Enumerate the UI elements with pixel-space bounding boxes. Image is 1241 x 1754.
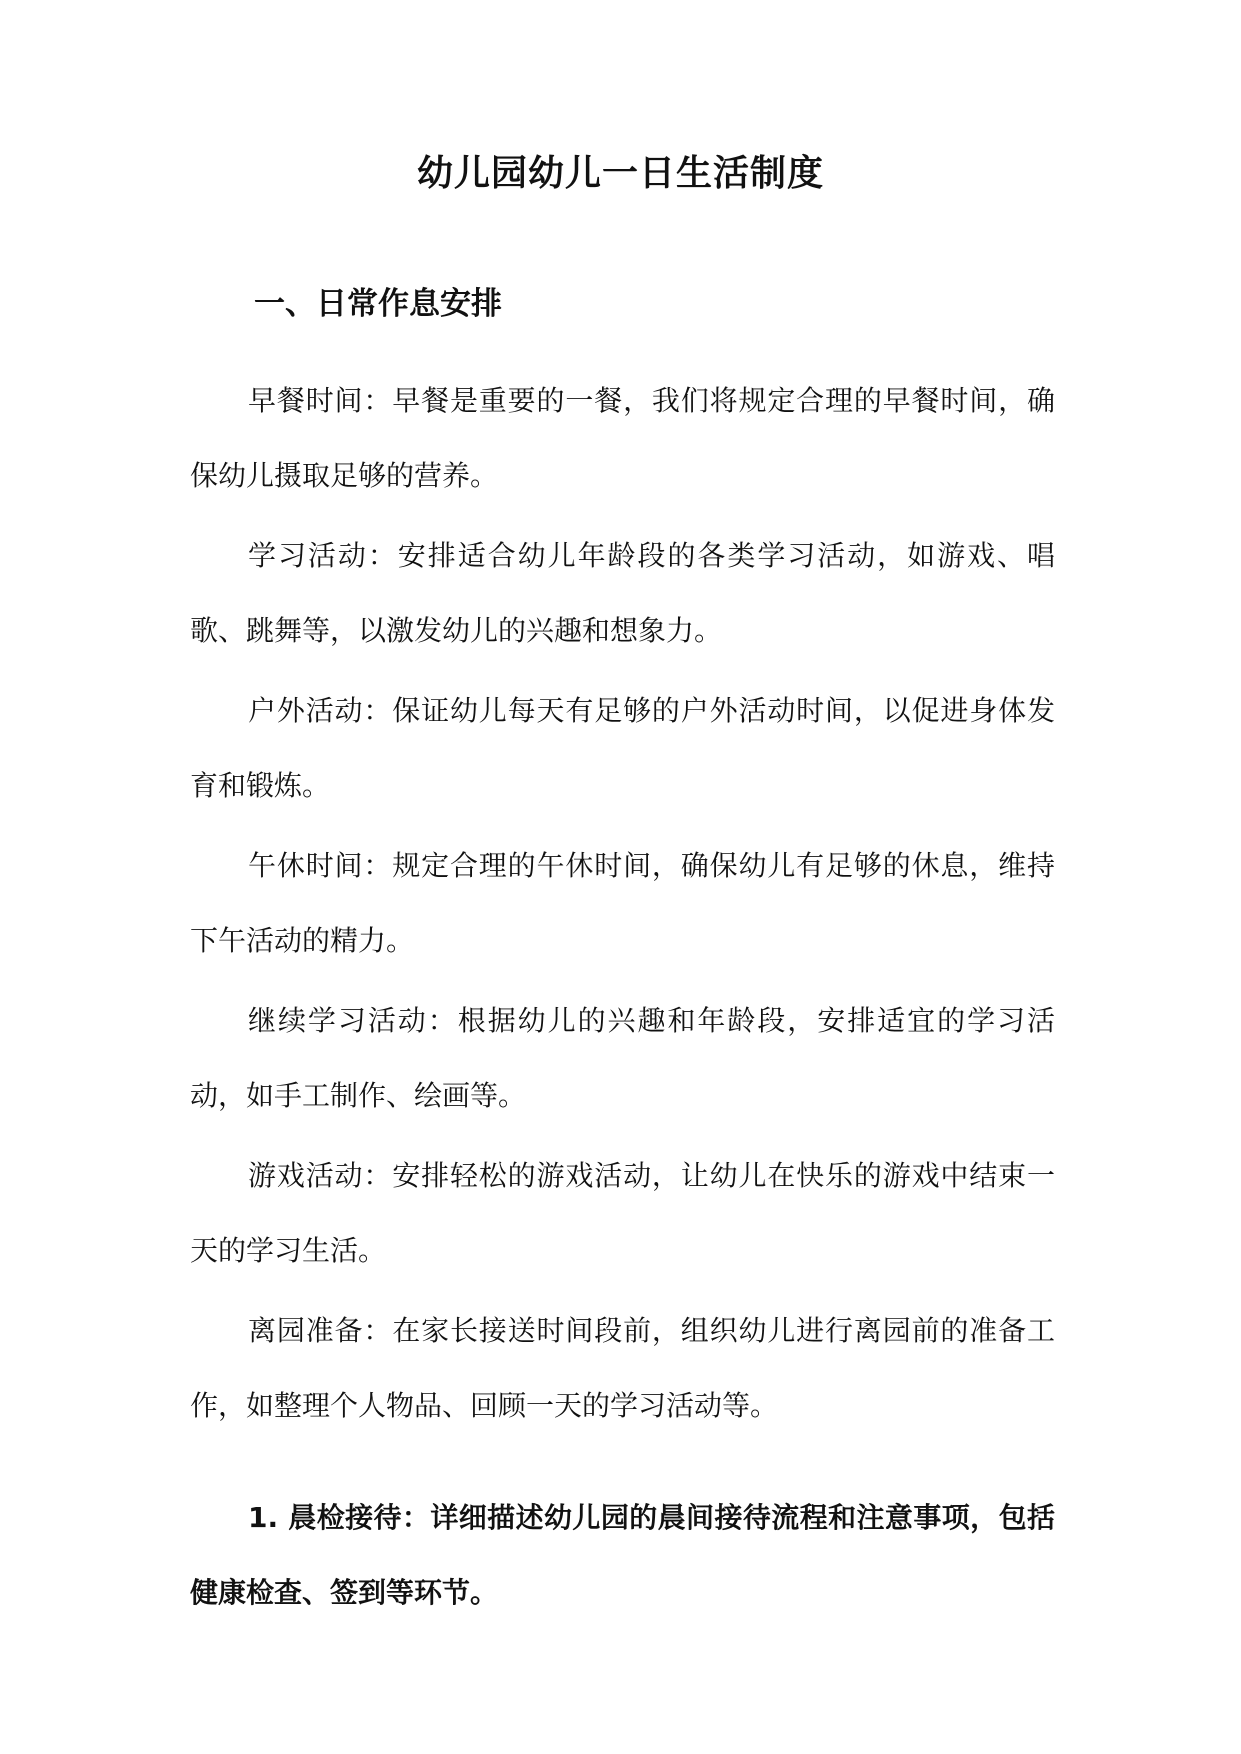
paragraph-outdoor: 户外活动：保证幼儿每天有足够的户外活动时间，以促进身体发育和锻炼。 <box>190 694 1055 802</box>
document-title: 幼儿园幼儿一日生活制度 <box>416 153 824 194</box>
section-heading: 一、日常作息安排 <box>254 286 502 322</box>
numbered-item-morning-check: 1. 晨检接待：详细描述幼儿园的晨间接待流程和注意事项，包括健康检查、签到等环节。 <box>190 1501 1055 1609</box>
paragraph-nap: 午休时间：规定合理的午休时间，确保幼儿有足够的休息，维持下午活动的精力。 <box>190 849 1055 957</box>
paragraph-games: 游戏活动：安排轻松的游戏活动，让幼儿在快乐的游戏中结束一天的学习生活。 <box>190 1159 1055 1267</box>
paragraph-departure: 离园准备：在家长接送时间段前，组织幼儿进行离园前的准备工作，如整理个人物品、回顾一天的学习活动等。 <box>190 1314 1055 1422</box>
document-body <box>190 364 1055 1636</box>
paragraph-continued-learning: 继续学习活动：根据幼儿的兴趣和年龄段，安排适宜的学习活动，如手工制作、绘画等。 <box>190 1004 1055 1112</box>
paragraph-learning: 学习活动：安排适合幼儿年龄段的各类学习活动，如游戏、唱歌、跳舞等，以激发幼儿的兴趣和想象力。 <box>190 539 1055 647</box>
paragraph-breakfast: 早餐时间：早餐是重要的一餐，我们将规定合理的早餐时间，确保幼儿摄取足够的营养。 <box>190 384 1055 492</box>
